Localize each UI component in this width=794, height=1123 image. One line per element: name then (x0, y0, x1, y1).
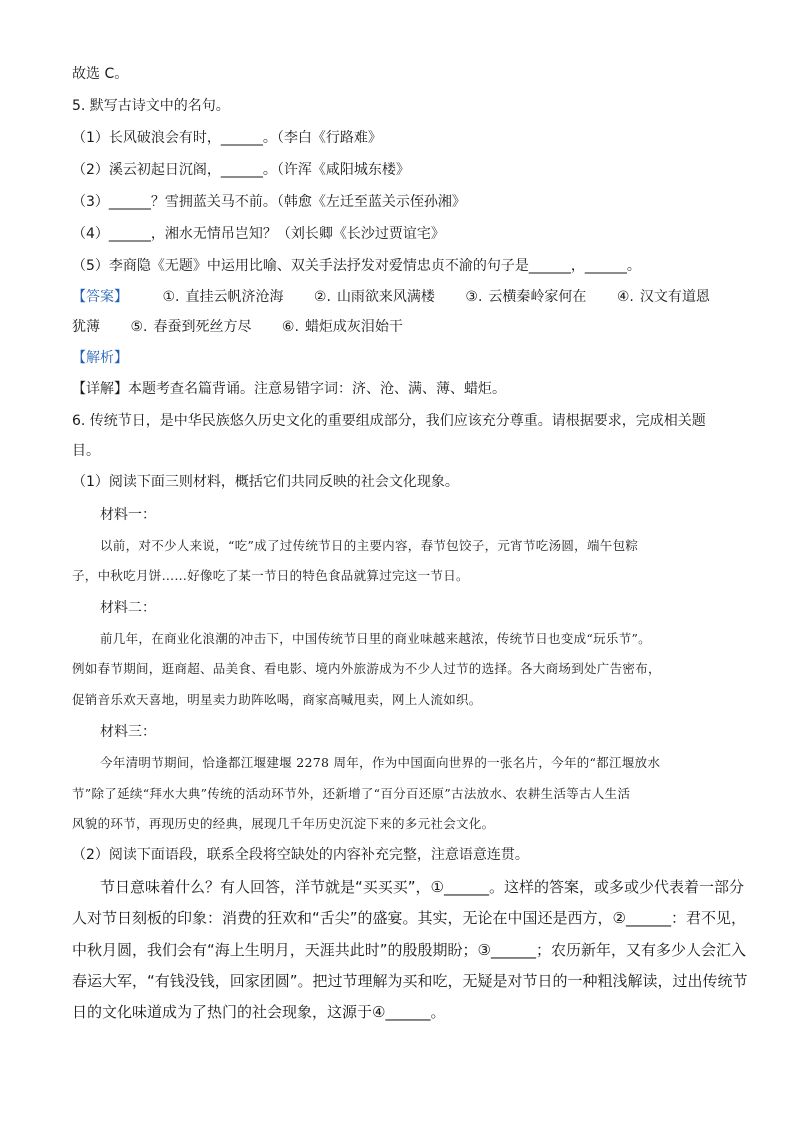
question-5-item-5: （5）李商隐《无题》中运用比喻、双关手法抒发对爱情忠贞不渝的句子是______，______。 (72, 258, 641, 274)
passage-line-4: 春运大军，“有钱没钱，回家团圆”。把过节理解为买和吃，无疑是对节日的一种粗浅解读，过出传统节 (72, 972, 748, 990)
question-5-item-4: （4）______，湘水无情吊岂知？（刘长卿《长沙过贾谊宅》 (72, 226, 445, 242)
material-3-line-1: 今年清明节期间，恰逢都江堰建堰 2278 周年，作为中国面向世界的一张名片，今年的“都江堰放水 (100, 755, 661, 770)
question-5-item-3: （3）______？雪拥蓝关马不前。（韩愈《左迁至蓝关示侄孙湘》 (72, 194, 466, 210)
material-2-title: 材料二： (100, 600, 156, 616)
answer-item-4: ④. 汉文有道恩 (616, 289, 710, 305)
passage-line-1: 节日意味着什么？有人回答，洋节就是“买买买”，①______。这样的答案，或多或少代表着一部分 (100, 878, 744, 896)
analysis-label: 【解析】 (72, 350, 128, 366)
material-3-line-3: 风貌的环节，再现历史的经典，展现几千年历史沉淀下来的多元社会文化。 (72, 816, 495, 831)
passage-line-5: 日的文化味道成为了热门的社会现象，这源于④______。 (72, 1003, 446, 1021)
material-3-line-2: 节”除了延续“拜水大典”传统的活动环节外，还新增了“百分百还原”古法放水、农耕生活等古人生活 (72, 786, 631, 801)
answer-line-2 (72, 317, 730, 337)
answer-item-5: ⑤. 春蚕到死丝方尽 (130, 319, 252, 335)
passage-line-2: 人对节日刻板的印象：消费的狂欢和“舌尖”的盛宴。其实，无论在中国还是西方，②______：君不见， (72, 909, 746, 927)
answer-item-3: ③. 云横秦岭家何在 (465, 289, 587, 305)
answer-item-2: ②. 山雨欲来风满楼 (313, 289, 435, 305)
text-line: 故选 C。 (72, 66, 129, 82)
question-6-line-2: 目。 (72, 443, 100, 459)
material-1-line-2: 子，中秋吃月饼……好像吃了某一节日的特色食品就算过完这一节日。 (72, 568, 469, 583)
answer-continuation: 犹薄 (72, 319, 100, 335)
material-3-title: 材料三： (100, 724, 156, 740)
question-6-sub-1: （1）阅读下面三则材料，概括它们共同反映的社会文化现象。 (72, 474, 459, 490)
material-1-line-1: 以前，对不少人来说，“吃”成了过传统节日的主要内容，春节包饺子，元宵节吃汤圆，端午包粽 (100, 538, 639, 553)
answer-label: 【答案】 (72, 289, 128, 305)
question-6-sub-2: （2）阅读下面语段，联系全段将空缺处的内容补充完整，注意语意连贯。 (72, 847, 529, 863)
answer-line-1 (72, 287, 730, 307)
material-2-line-1: 前几年，在商业化浪潮的冲击下，中国传统节日里的商业味越来越浓，传统节日也变成“玩乐节”。 (100, 631, 651, 646)
question-5-item-2: （2）溪云初起日沉阁，______。（许浑《咸阳城东楼》 (72, 162, 410, 178)
question-6-line-1: 6. 传统节日，是中华民族悠久历史文化的重要组成部分，我们应该充分尊重。请根据要求，完成相关题 (72, 413, 706, 429)
passage-line-3: 中秋月圆，我们会有“海上生明月，天涯共此时”的殷殷期盼；③______；农历新年，又有多少人会汇入 (72, 941, 746, 959)
question-5-title: 5. 默写古诗文中的名句。 (72, 98, 230, 114)
material-1-title: 材料一： (100, 507, 156, 523)
question-5-item-1: （1）长风破浪会有时，______。（李白《行路难》 (72, 130, 382, 146)
material-2-line-3: 促销音乐欢天喜地，明星卖力助阵吆喝，商家高喊甩卖，网上人流如织。 (72, 692, 482, 707)
detail-text: 【详解】本题考查名篇背诵。注意易错字词：济、沧、满、薄、蜡炬。 (72, 381, 506, 397)
material-2-line-2: 例如春节期间，逛商超、品美食、看电影、境内外旅游成为不少人过节的选择。各大商场到处广告密布， (72, 661, 661, 676)
answer-item-1: ①. 直挂云帆济沧海 (162, 289, 284, 305)
answer-item-6: ⑥. 蜡炬成灰泪始干 (281, 319, 403, 335)
